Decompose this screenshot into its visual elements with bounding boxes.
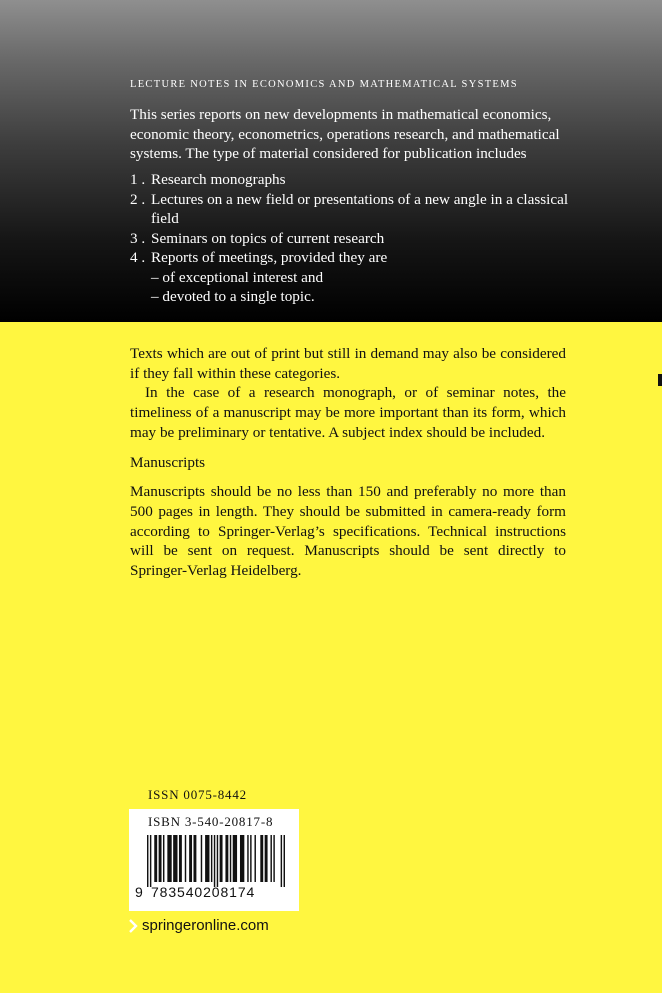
barcode-bar bbox=[189, 835, 192, 882]
barcode-bar bbox=[167, 835, 171, 882]
barcode-bar bbox=[179, 835, 182, 882]
chevron-right-icon bbox=[128, 918, 138, 934]
intro-paragraph: This series reports on new developments in mathematical economics, economic theory, econometrics, operations research, and mathematical systems. The type of material considered for publication includes bbox=[130, 106, 560, 162]
barcode-bar bbox=[185, 835, 186, 882]
barcode-bar bbox=[159, 835, 162, 882]
barcode-bar bbox=[254, 835, 255, 882]
barcode-bar bbox=[150, 835, 151, 887]
list-text: Lectures on a new field or presentations of a new angle in a classical field bbox=[151, 190, 569, 227]
barcode-bar bbox=[281, 835, 282, 887]
list-text: Seminars on topics of current research bbox=[151, 229, 385, 247]
list-number: 2 . bbox=[130, 190, 146, 208]
list-number: 1 . bbox=[130, 171, 146, 188]
barcode-bar bbox=[211, 835, 212, 882]
manuscripts-heading: Manuscripts bbox=[130, 454, 206, 471]
isbn-number: ISBN 3-540-20817-8 bbox=[148, 814, 274, 829]
website-text: springeronline.com bbox=[142, 917, 269, 934]
list-number: 4 . bbox=[130, 249, 146, 266]
barcode-bar bbox=[240, 835, 244, 882]
issn-number: ISSN 0075-8442 bbox=[148, 787, 247, 802]
list-subitem: – of exceptional interest and bbox=[151, 268, 324, 286]
material-list bbox=[130, 170, 570, 307]
manuscripts-paragraph: Manuscripts should be no less than 150 and preferably no more than 500 pages in length. They should be submitted in camera-ready form according to Springer-Verlag’s specifications. Technical instructions will be sent on request. Manuscripts should be sent directly to Springer-Verlag Heidelberg. bbox=[130, 483, 566, 580]
list-text: Reports of meetings, provided they are bbox=[151, 249, 388, 266]
barcode-bar bbox=[193, 835, 196, 882]
list-number: 3 . bbox=[130, 229, 146, 247]
barcode-first-digit: 9 bbox=[135, 884, 143, 900]
out-of-print-paragraph: Texts which are out of print but still in demand may also be considered if they fall within these categories. bbox=[130, 345, 566, 382]
barcode-bar bbox=[260, 835, 263, 882]
barcode-box bbox=[129, 809, 299, 911]
barcode-icon bbox=[147, 835, 285, 887]
barcode-bar bbox=[217, 835, 218, 887]
barcode-digits: 783540208174 bbox=[151, 884, 256, 900]
barcode-bar bbox=[220, 835, 223, 882]
barcode-bar bbox=[233, 835, 237, 882]
barcode-bar bbox=[273, 835, 274, 882]
edge-mark bbox=[658, 374, 662, 386]
list-item bbox=[130, 229, 570, 249]
barcode-bar bbox=[284, 835, 285, 887]
barcode-bar bbox=[201, 835, 202, 882]
barcode-bar bbox=[173, 835, 177, 882]
list-text: Research monographs bbox=[151, 171, 286, 188]
barcode-bar bbox=[270, 835, 271, 882]
series-title: LECTURE NOTES IN ECONOMICS AND MATHEMATICAL SYSTEMS bbox=[130, 79, 518, 90]
barcode-bar bbox=[147, 835, 148, 887]
barcode-bar bbox=[247, 835, 248, 882]
barcode-bar bbox=[154, 835, 157, 882]
list-item bbox=[130, 190, 570, 229]
barcode-bar bbox=[265, 835, 268, 882]
barcode-bar bbox=[230, 835, 231, 882]
website-link[interactable] bbox=[128, 917, 269, 934]
barcode-bar bbox=[163, 835, 164, 882]
list-item bbox=[130, 170, 570, 190]
barcode-bar bbox=[214, 835, 215, 887]
list-item bbox=[130, 248, 570, 307]
barcode-bar bbox=[250, 835, 251, 882]
barcode-bar bbox=[205, 835, 209, 882]
research-monograph-paragraph: In the case of a research monograph, or of seminar notes, the timeliness of a manuscript may be more important than its form, which may be preliminary or tentative. A subject index should be included. bbox=[130, 384, 566, 441]
barcode-bar bbox=[225, 835, 228, 882]
list-subitem: – devoted to a single topic. bbox=[151, 288, 315, 305]
